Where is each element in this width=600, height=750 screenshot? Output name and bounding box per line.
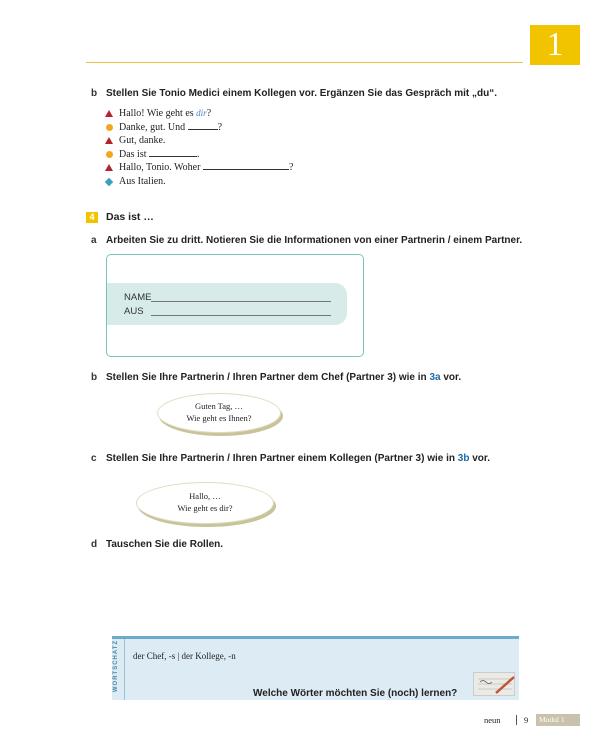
answer-blank[interactable] xyxy=(188,121,218,130)
dialog-text: Das ist xyxy=(119,148,149,160)
vocab-sidebar xyxy=(112,639,125,700)
triangle-marker-icon xyxy=(105,137,113,144)
bubble-text: Wie geht es Ihnen? xyxy=(186,413,252,423)
task-b-instruction: Stellen Sie Tonio Medici einem Kollegen vor. Ergänzen Sie das Gespräch mit „du“. xyxy=(106,88,498,99)
instruction-text: Stellen Sie Ihre Partnerin / Ihren Partner dem Chef (Partner 3) wie in xyxy=(106,372,430,383)
top-rule xyxy=(86,62,523,63)
dialog xyxy=(105,107,293,188)
card-from-label: AUS xyxy=(124,306,144,317)
vocabulary-box xyxy=(112,636,519,700)
diamond-marker-icon xyxy=(105,177,113,185)
exercise-title: Das ist … xyxy=(106,211,154,223)
unit-number-badge: 1 xyxy=(530,25,580,65)
triangle-marker-icon xyxy=(105,164,113,171)
name-field[interactable] xyxy=(151,301,331,302)
task-d-instruction: Tauschen Sie die Rollen. xyxy=(106,539,224,550)
vocab-label: WORTSCHATZ xyxy=(113,639,120,693)
reference-link: 3a xyxy=(429,372,441,383)
answer-blank[interactable] xyxy=(149,148,197,157)
task-d-letter: d xyxy=(91,539,98,550)
instruction-text: Stellen Sie Ihre Partnerin / Ihren Partner einem Kollegen (Partner 3) wie in xyxy=(106,453,458,464)
filled-answer: dir xyxy=(196,108,207,118)
card-band xyxy=(107,283,347,325)
triangle-marker-icon xyxy=(105,110,113,117)
dialog-text: Danke, gut. Und xyxy=(119,121,188,133)
circle-marker-icon xyxy=(106,151,113,158)
bubble-text: Wie geht es dir? xyxy=(177,503,233,513)
circle-marker-icon xyxy=(106,124,113,131)
task-b-letter: b xyxy=(91,88,98,99)
dialog-line xyxy=(105,121,293,135)
answer-blank[interactable] xyxy=(203,161,289,170)
dialog-text: ? xyxy=(206,108,212,119)
page-word: neun xyxy=(484,715,501,725)
bubble-text: Guten Tag, … xyxy=(194,401,244,411)
info-card xyxy=(106,254,364,357)
instruction-text: vor. xyxy=(469,453,491,464)
vocab-question: Welche Wörter möchten Sie (noch) lernen? xyxy=(253,688,458,699)
page-number: 9 xyxy=(524,715,529,725)
dialog-text: Hallo! Wie geht es xyxy=(119,108,197,119)
dialog-line xyxy=(105,134,293,148)
dialog-text: Gut, danke. xyxy=(119,135,166,146)
dialog-line xyxy=(105,107,293,121)
vocab-words: der Chef, -s | der Kollege, -n xyxy=(133,651,236,661)
bubble-text: Hallo, … xyxy=(189,491,221,501)
dialog-text: . xyxy=(197,148,200,160)
card-name-label: NAME xyxy=(124,292,152,303)
task-b2-letter: b xyxy=(91,372,98,383)
task-a-instruction: Arbeiten Sie zu dritt. Notieren Sie die Informationen von einer Partnerin / einem Partner. xyxy=(106,235,523,246)
dialog-text: Hallo, Tonio. Woher xyxy=(119,162,203,173)
dialog-text: Aus Italien. xyxy=(119,175,166,187)
dialog-line xyxy=(105,175,293,189)
reference-link: 3b xyxy=(457,453,470,464)
speech-bubble xyxy=(157,393,281,433)
dialog-text: ? xyxy=(217,121,223,133)
task-b2-instruction xyxy=(106,372,461,383)
task-c-instruction xyxy=(106,453,490,464)
footer-divider xyxy=(516,715,517,725)
instruction-text: vor. xyxy=(440,372,462,383)
dialog-line xyxy=(105,148,293,162)
dialog-text: ? xyxy=(288,162,294,173)
dialog-line xyxy=(105,161,293,175)
task-a-letter: a xyxy=(91,235,97,246)
exercise-number: 4 xyxy=(86,212,98,223)
pencil-notebook-icon xyxy=(473,672,515,696)
module-badge: Modul 1 xyxy=(536,714,580,726)
speech-bubble xyxy=(136,482,274,524)
from-field[interactable] xyxy=(151,315,331,316)
task-c-letter: c xyxy=(91,453,97,464)
